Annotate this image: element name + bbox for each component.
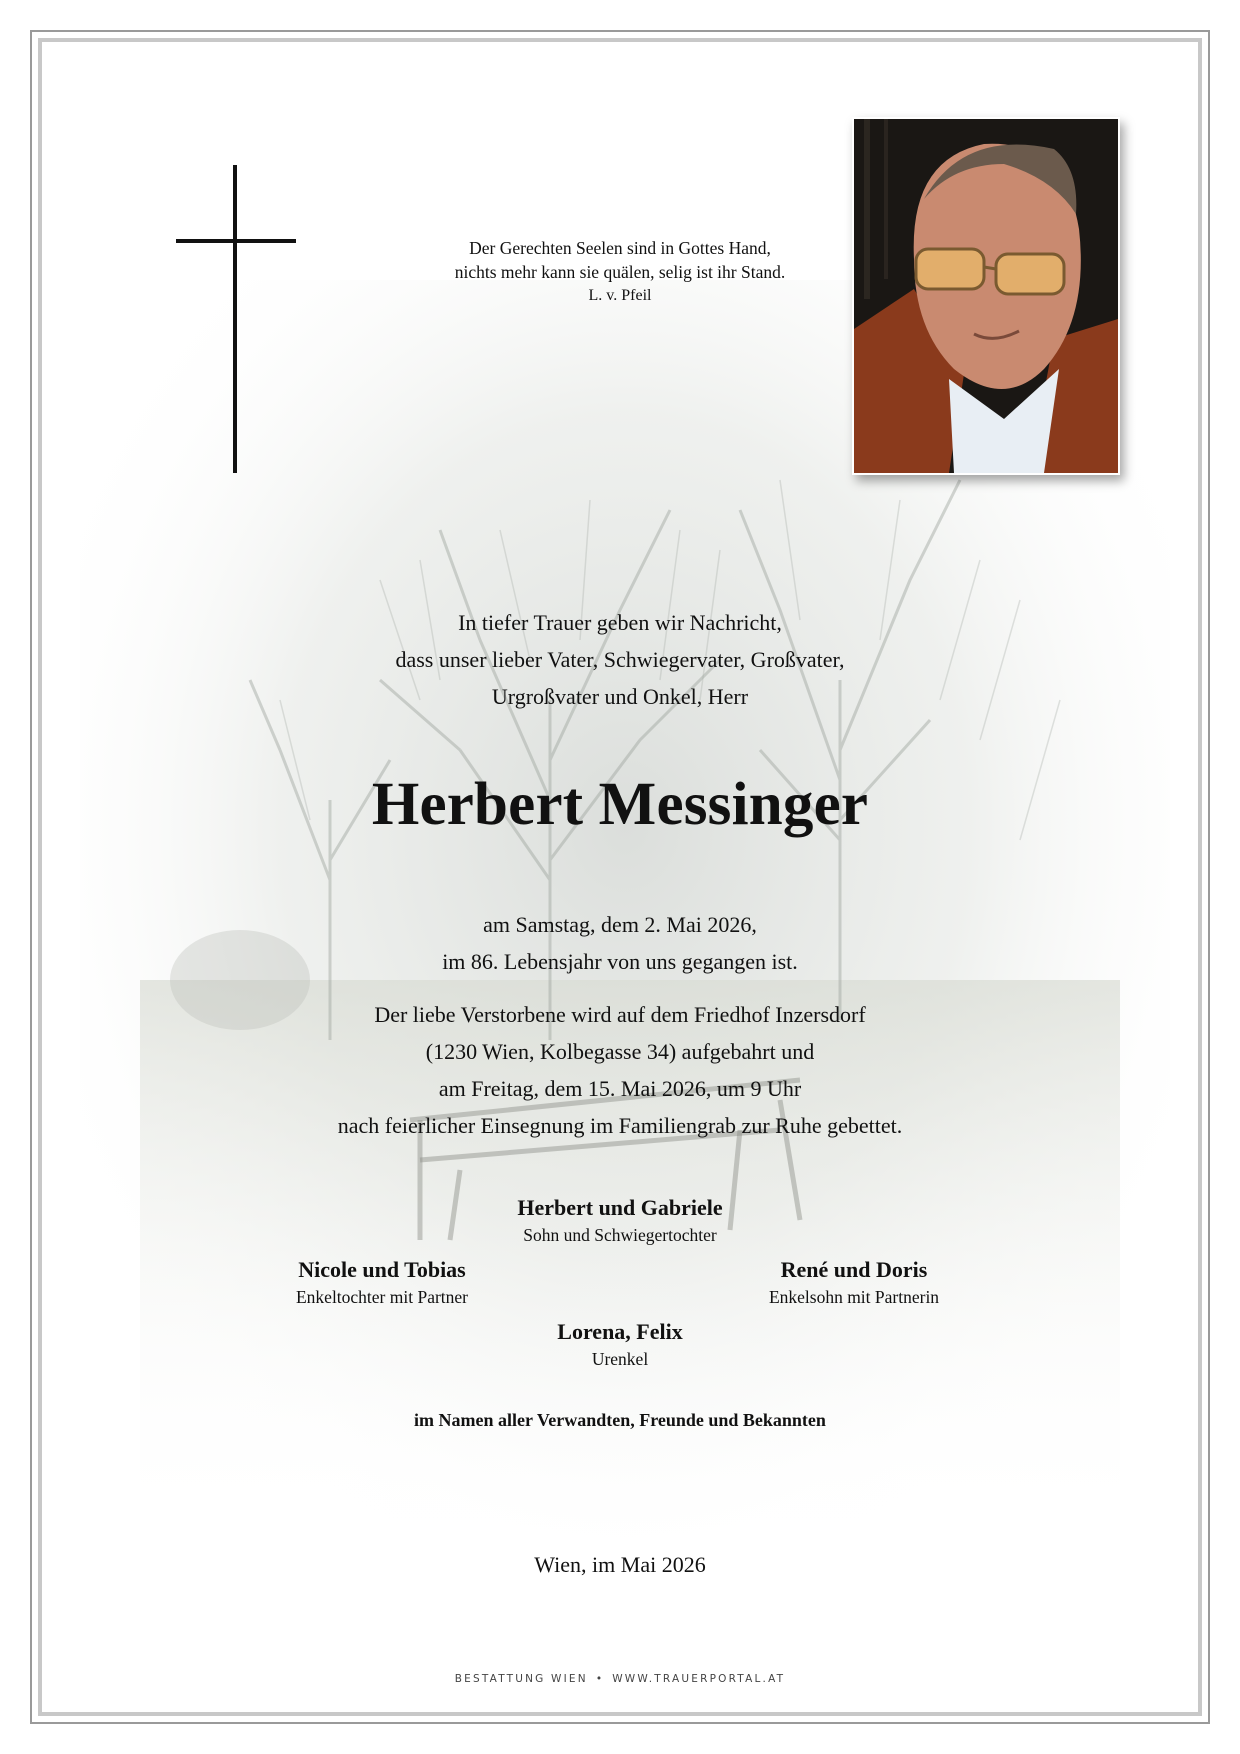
- death-line-2: im 86. Lebensjahr von uns gegangen ist.: [442, 949, 798, 974]
- mourner-relation: Sohn und Schwiegertochter: [523, 1225, 717, 1245]
- funeral-line-3: am Freitag, dem 15. Mai 2026, um 9 Uhr: [438, 1076, 802, 1101]
- cross-symbol: [176, 165, 296, 473]
- mourner-granddaughter: [212, 1255, 552, 1309]
- verse-line-1: Der Gerechten Seelen sind in Gottes Hand,: [469, 238, 771, 258]
- portrait-photo: [852, 117, 1120, 475]
- mourner-name: René und Doris: [780, 1257, 928, 1282]
- closing-line: im Namen aller Verwandten, Freunde und Bekannten: [414, 1410, 826, 1430]
- mourner-name: Nicole und Tobias: [298, 1257, 466, 1282]
- mourner-name: Lorena, Felix: [557, 1319, 683, 1344]
- footer-website-link[interactable]: WWW.TRAUERPORTAL.AT: [612, 1673, 786, 1685]
- funeral-line-4: nach feierlicher Einsegnung im Familiengrab zur Ruhe gebettet.: [337, 1113, 903, 1138]
- mourner-grandson: [684, 1255, 1024, 1309]
- deceased-name: Herbert Messinger: [371, 771, 869, 838]
- funeral-line-1: Der liebe Verstorbene wird auf dem Friedhof Inzersdorf: [374, 1002, 866, 1027]
- memorial-verse: [360, 236, 880, 308]
- footer: [370, 1673, 870, 1685]
- death-details: [250, 906, 990, 980]
- funeral-line-2: (1230 Wien, Kolbegasse 34) aufgebahrt und: [425, 1039, 815, 1064]
- intro-line-3: Urgroßvater und Onkel, Herr: [491, 684, 749, 709]
- mourner-name: Herbert und Gabriele: [517, 1195, 723, 1220]
- mourner-relation: Enkeltochter mit Partner: [295, 1287, 469, 1307]
- mourner-relation: Urenkel: [591, 1349, 649, 1369]
- death-line-1: am Samstag, dem 2. Mai 2026,: [483, 912, 757, 937]
- mourner-great-grandchildren: [450, 1317, 790, 1371]
- intro-line-2: dass unser lieber Vater, Schwiegervater, Großvater,: [395, 647, 845, 672]
- announcement-intro: [250, 604, 990, 715]
- place-and-date: Wien, im Mai 2026: [534, 1552, 706, 1577]
- cross-vertical-bar: [233, 165, 237, 473]
- verse-author: L. v. Pfeil: [588, 287, 652, 304]
- portrait-image: [854, 119, 1118, 473]
- footer-company: BESTATTUNG WIEN: [454, 1673, 588, 1685]
- mourner-son: [450, 1193, 790, 1247]
- cross-horizontal-bar: [176, 239, 296, 243]
- intro-line-1: In tiefer Trauer geben wir Nachricht,: [458, 610, 782, 635]
- footer-separator: •: [595, 1673, 605, 1685]
- verse-line-2: nichts mehr kann sie quälen, selig ist ihr Stand.: [454, 262, 786, 282]
- funeral-details: [200, 996, 1040, 1144]
- mourner-relation: Enkelsohn mit Partnerin: [768, 1287, 940, 1307]
